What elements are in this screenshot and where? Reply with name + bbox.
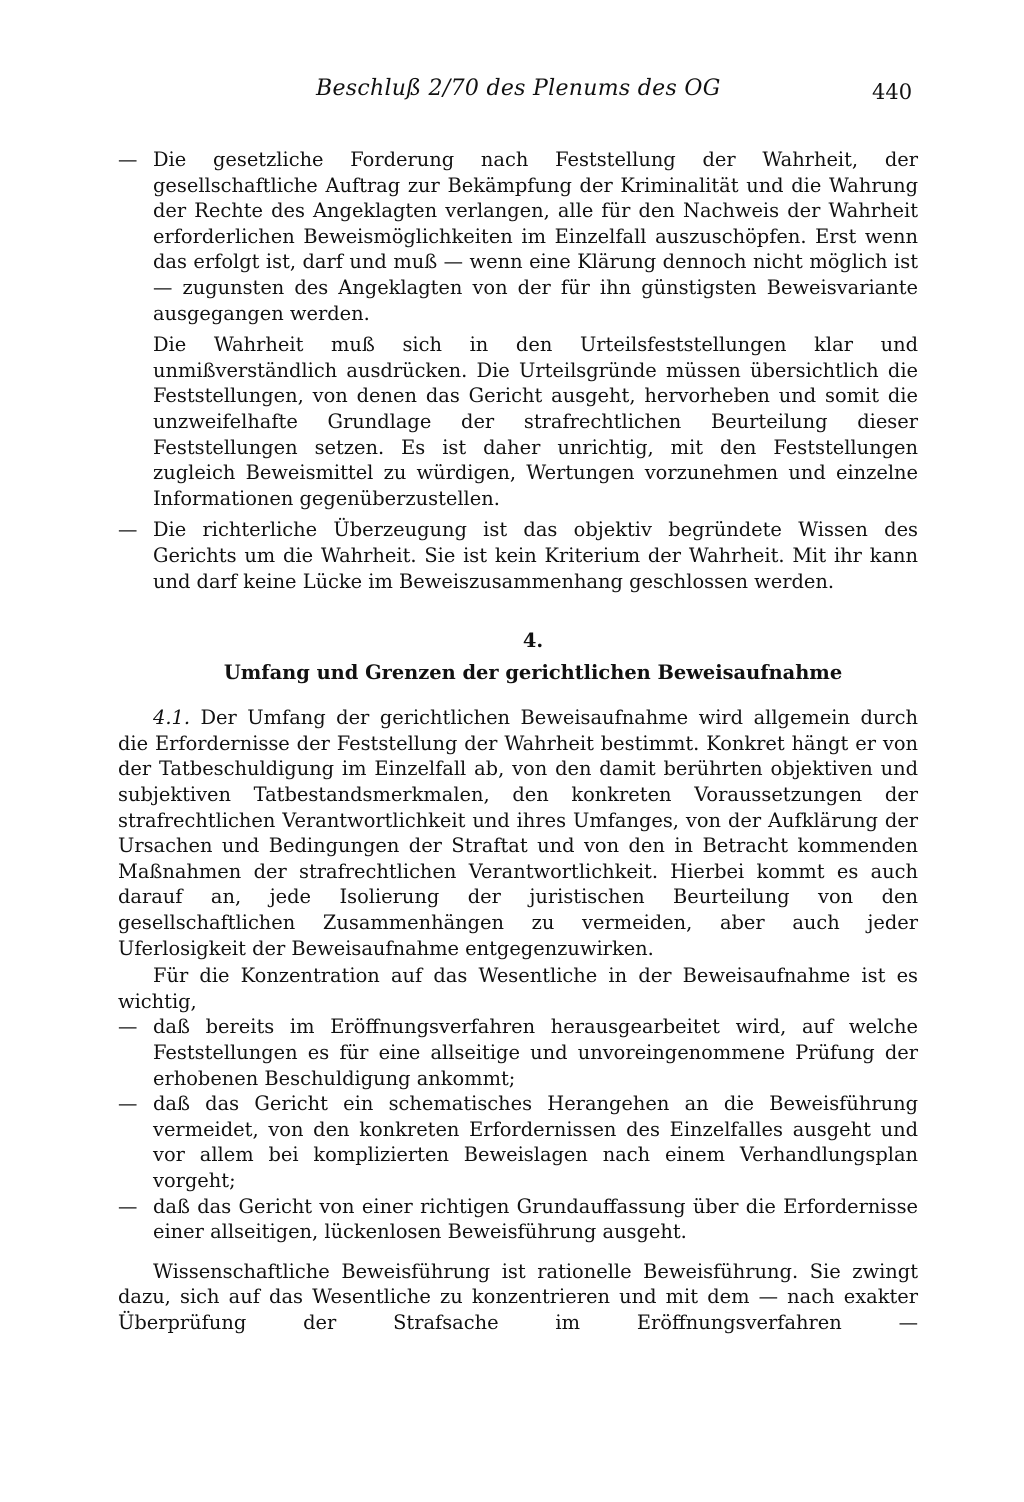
list-item-text: daß das Gericht ein schematisches Herangehen an die Beweisführung vermeidet, von den konkreten Erfordernissen des Einzelfalles ausgeht und vor allem bei komplizierten Beweislagen nach einem Verhandlungsplan vorgeht; [153, 1092, 918, 1192]
section-heading: Umfang und Grenzen der gerichtlichen Beweisaufnahme [223, 660, 843, 684]
subsection-4-1 [118, 705, 918, 961]
dash-marker: — [118, 148, 138, 171]
page-body [118, 147, 918, 1336]
list-item [118, 1194, 918, 1245]
subsection-text: Der Umfang der gerichtlichen Beweisaufnahme wird allgemein durch die Erfordernisse der Feststellung der Wahrheit bestimmt. Konkret hängt er von der Tatbeschuldigung im Einzelfall ab, von den damit berührten objektiven und subjektiven Tatbestandsmerkmalen, den konkreten Voraussetzungen der strafrechtlichen Verantwortlichkeit und ihres Umfanges, von der Aufklärung der Ursachen und Bedingungen der Straftat und von den in Betracht kommenden Maßnahmen der strafrechtlichen Verantwortlichkeit. Hierbei kommt es auch darauf an, jede Isolierung der juristischen Beurteilung von den gesellschaftlichen Zusammenhängen zu vermeiden, aber auch jeder Uferlosigkeit der Beweisaufnahme entgegenzuwirken. [118, 706, 918, 960]
list-item-text: daß das Gericht von einer richtigen Grundauffassung über die Erfordernisse einer allseitigen, lückenlosen Beweisführung ausgeht. [153, 1194, 918, 1244]
dash-marker: — [118, 518, 138, 542]
paragraph-text: Die richterliche Überzeugung ist das objektiv begründete Wissen des Gerichts um die Wahrheit. Sie ist kein Kriterium der Wahrheit. Mit ihr kann und darf keine Lücke im Beweiszusammenhang geschlossen werden. [153, 518, 918, 593]
list-item [118, 1091, 918, 1193]
dash-paragraph-wahrheit [118, 147, 918, 326]
dash-marker: — [118, 1194, 138, 1218]
list-intro: Für die Konzentration auf das Wesentliche in der Beweisaufnahme ist es wichtig, [118, 964, 918, 1013]
paragraph-urteilsfeststellungen: Die Wahrheit muß sich in den Urteilsfeststellungen klar und unmißverständlich ausdrücken. Die Urteilsgründe müssen übersichtlich die Feststellungen, von denen das Gericht ausgeht, hervorheben und somit die unzweifelhafte Grundlage der strafrechtlichen Beurteilung dieser Feststellungen setzen. Es ist daher unrichtig, mit den Feststellungen zugleich Beweismittel zu würdigen, Wertungen vorzunehmen und einzelne Informationen gegenüberzustellen. [153, 333, 918, 510]
page-number: 440 [872, 80, 913, 104]
dash-paragraph-ueberzeugung [118, 517, 918, 594]
list-item-text: daß bereits im Eröffnungsverfahren herausgearbeitet wird, auf welche Feststellungen es für eine allseitige und unvoreingenommene Prüfung der erhobenen Beschuldigung ankommt; [153, 1015, 918, 1090]
dash-marker: — [118, 1015, 138, 1039]
list-item [118, 1014, 918, 1091]
subsection-label: 4.1. [153, 706, 191, 730]
dash-marker: — [118, 1092, 138, 1116]
closing-paragraph: Wissenschaftliche Beweisführung ist rationelle Beweisführung. Sie zwingt dazu, sich auf das Wesentliche zu konzentrieren und mit dem — nach exakter Überprüfung der Strafsache im Eröffnungsverfahren — [118, 1259, 918, 1334]
running-head: Beschluß 2/70 des Plenums des OG [316, 76, 721, 101]
section-number: 4. [522, 629, 544, 653]
paragraph-text: Die gesetzliche Forderung nach Feststellung der Wahrheit, der gesellschaftliche Auftrag zur Bekämpfung der Kriminalität und die Wahrung der Rechte des Angeklagten verlangen, alle für den Nachweis der Wahrheit erforderlichen Beweismöglichkeiten im Einzelfall auszuschöpfen. Erst wenn das erfolgt ist, darf und muß — wenn eine Klärung dennoch nicht möglich ist — zugunsten des Angeklagten von der für ihn günstigsten Beweisvariante ausgegangen werden. [153, 148, 918, 325]
